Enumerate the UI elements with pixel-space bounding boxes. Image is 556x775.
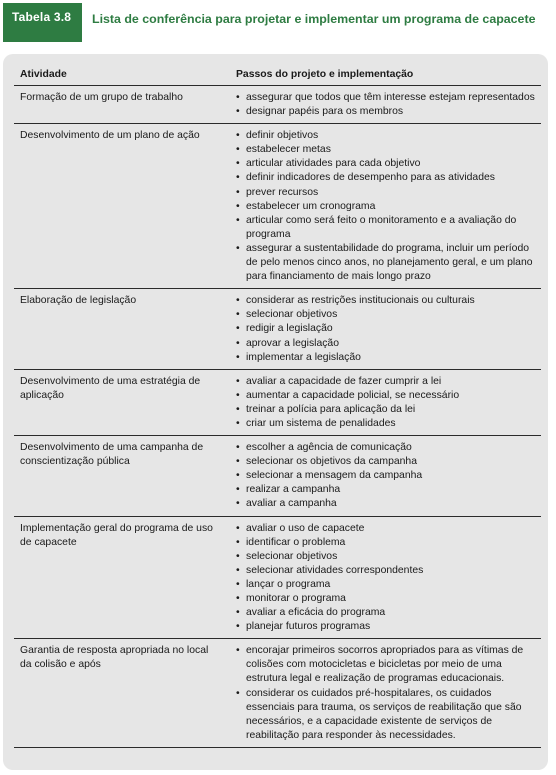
table-row [14,370,541,436]
step-item: • selecionar atividades correspondentes [236,564,535,578]
steps-list [236,441,535,511]
step-item: • selecionar objetivos [236,308,535,322]
step-item: • considerar as restrições institucionais ou culturais [236,294,535,308]
step-item: • prever recursos [236,186,535,200]
steps-cell [224,289,541,368]
step-item: • escolher a agência de comunicação [236,441,535,455]
step-item: • selecionar a mensagem da campanha [236,469,535,483]
step-item: • aprovar a legislação [236,337,535,351]
table-body [14,86,541,748]
step-item: • encorajar primeiros socorros apropriados para as vítimas de colisões com motocicletas e bicicletas por meio de uma estrutura legal e realização de programas educacionais. [236,644,535,686]
table-row [14,639,541,748]
step-item: • criar um sistema de penalidades [236,417,535,431]
step-item: • designar papéis para os membros [236,105,535,119]
table-caption: Lista de conferência para projetar e implementar um programa de capacete [92,12,536,26]
step-item: • identificar o problema [236,536,535,550]
step-item: • estabelecer metas [236,143,535,157]
step-item: • redigir a legislação [236,322,535,336]
steps-cell [224,436,541,515]
steps-cell [224,517,541,639]
activity-cell: Garantia de resposta apropriada no local da colisão e após [20,645,209,671]
steps-cell [224,86,541,123]
step-item: • selecionar objetivos [236,550,535,564]
step-item: • treinar a polícia para aplicação da lei [236,403,535,417]
step-item: • articular como será feito o monitoramento e a avaliação do programa [236,214,535,242]
column-header-steps: Passos do projeto e implementação [236,69,414,80]
steps-list [236,522,535,635]
table-head [14,66,541,86]
table-row [14,289,541,369]
step-item: • estabelecer um cronograma [236,200,535,214]
step-item: • lançar o programa [236,578,535,592]
activity-cell: Desenvolvimento de uma estratégia de aplicação [20,375,201,401]
step-item: • avaliar a capacidade de fazer cumprir a lei [236,375,535,389]
activity-cell: Desenvolvimento de um plano de ação [20,130,200,142]
activity-cell: Formação de um grupo de trabalho [20,92,183,103]
step-item: • aumentar a capacidade policial, se necessário [236,389,535,403]
step-item: • definir indicadores de desempenho para as atividades [236,171,535,185]
step-item: • definir objetivos [236,129,535,143]
step-item: • realizar a campanha [236,483,535,497]
step-item: • assegurar que todos que têm interesse estejam representados [236,91,535,105]
steps-list [236,644,535,743]
step-item: • monitorar o programa [236,592,535,606]
table-row [14,86,541,124]
steps-cell [224,370,541,435]
steps-cell [224,124,541,288]
step-item: • implementar a legislação [236,351,535,365]
checklist-table [14,66,541,748]
steps-list [236,294,535,364]
table-row [14,124,541,289]
table-number-tag: Tabela 3.8 [3,3,82,42]
step-item: • selecionar os objetivos da campanha [236,455,535,469]
steps-list [236,129,535,284]
activity-cell: Desenvolvimento de uma campanha de conscientização pública [20,442,204,468]
activity-cell: Elaboração de legislação [20,295,137,307]
step-item: • assegurar a sustentabilidade do programa, incluir um período de pelo menos cinco anos, no planejamento geral, e um plano para financiamento de mais longo prazo [236,242,535,284]
step-item: • avaliar a eficácia do programa [236,606,535,620]
step-item: • considerar os cuidados pré-hospitalares, os cuidados essenciais para trauma, os serviços de reabilitação que são necessários, e a capacidade existente de serviços de reabilitação para responder às necessidades. [236,687,535,743]
step-item: • avaliar a campanha [236,497,535,511]
step-item: • planejar futuros programas [236,620,535,634]
table-row [14,517,541,640]
table-row [14,436,541,516]
step-item: • articular atividades para cada objetivo [236,157,535,171]
activity-cell: Implementação geral do programa de uso de capacete [20,522,213,548]
column-header-activity: Atividade [20,69,67,80]
steps-list [236,375,535,431]
steps-list [236,91,535,119]
step-item: • avaliar o uso de capacete [236,522,535,536]
table-header [0,0,556,52]
steps-cell [224,639,541,747]
